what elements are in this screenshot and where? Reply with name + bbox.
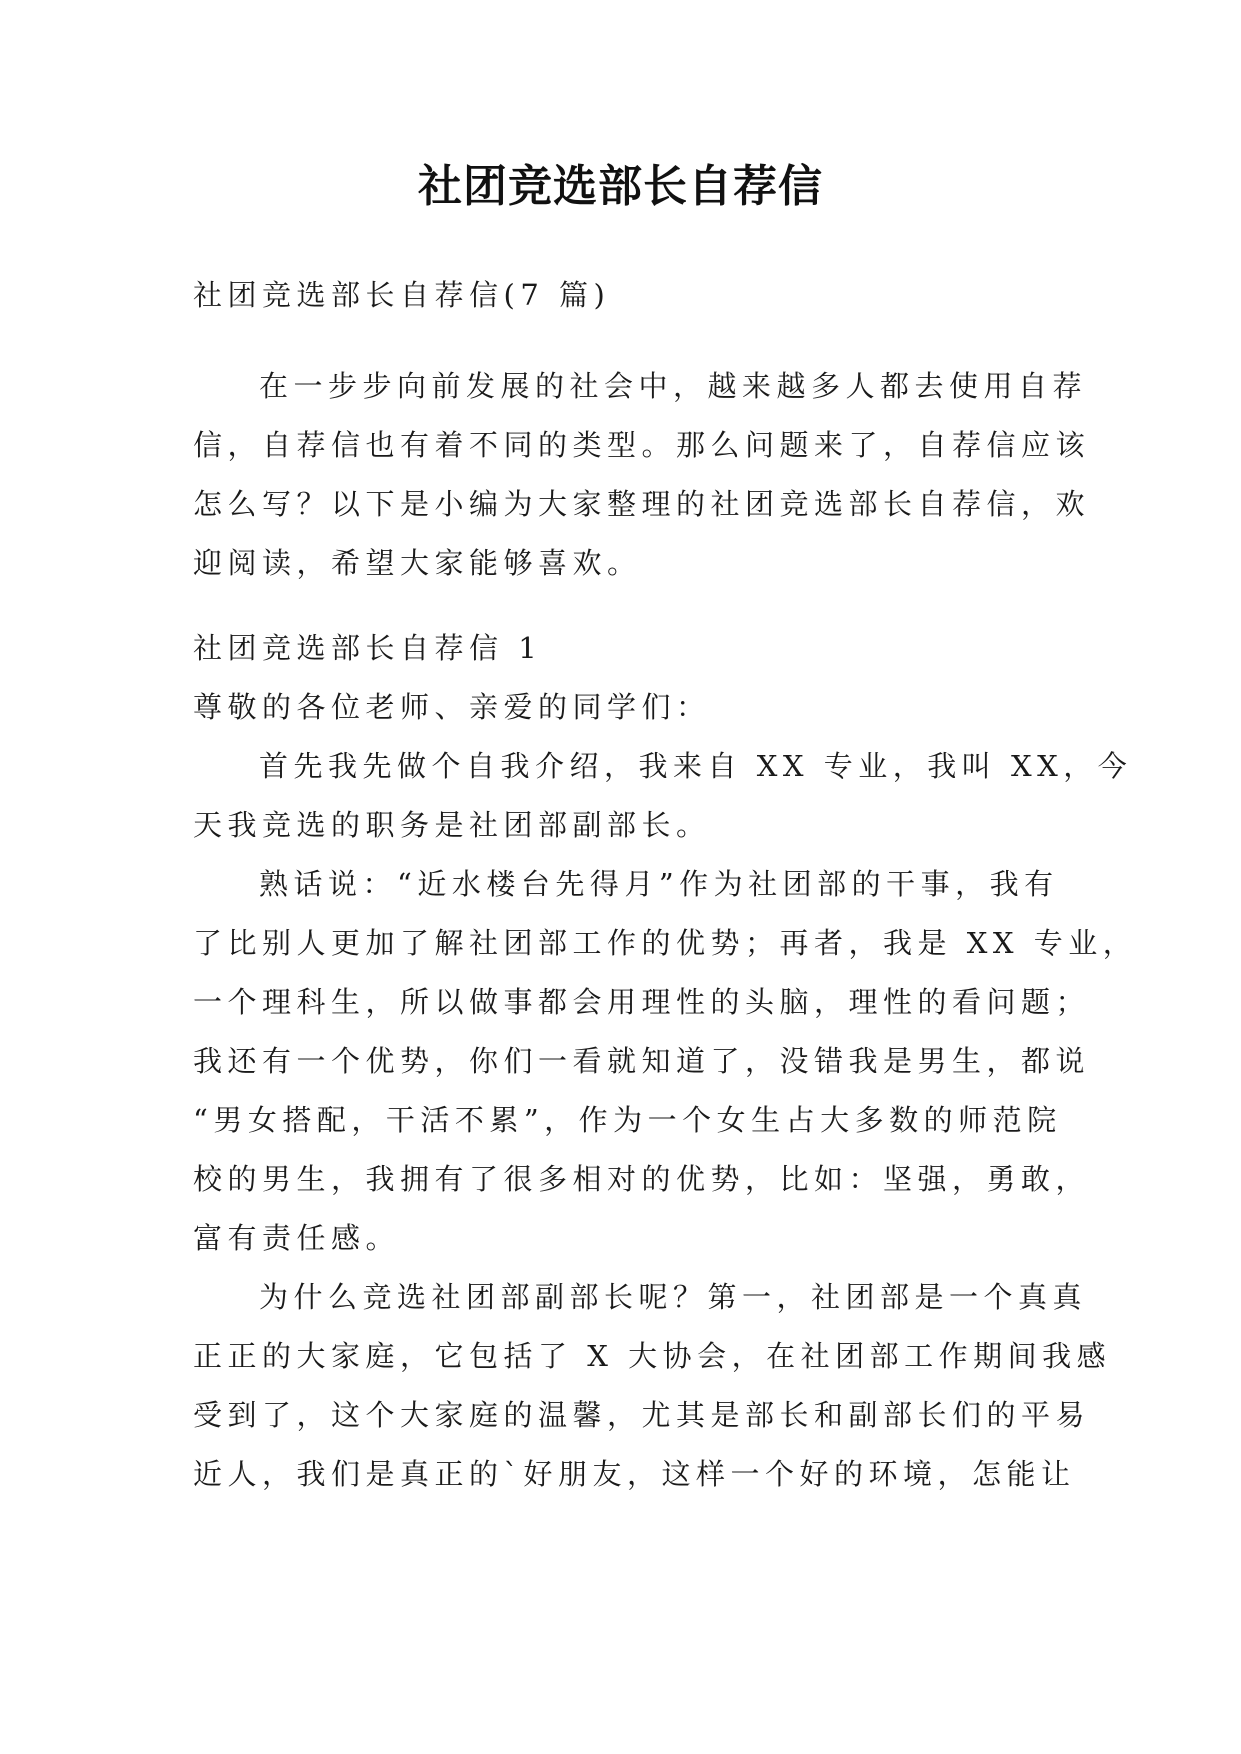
document-subtitle [193, 266, 1053, 325]
intro-paragraph [193, 357, 1091, 593]
paragraph-line: 了比别人更加了解社团部工作的优势；再者，我是 XX 专业， [193, 926, 1138, 960]
paragraph-line: 怎么写？以下是小编为大家整理的社团竞选部长自荐信，欢 [193, 487, 1091, 521]
paragraph-line: 信，自荐信也有着不同的类型。那么问题来了，自荐信应该 [193, 428, 1091, 462]
paragraph-line: 天我竞选的职务是社团部副部长。 [193, 808, 711, 842]
subtitle-line: 社团竞选部长自荐信(7 篇) [193, 278, 611, 312]
paragraph-line: 一个理科生，所以做事都会用理性的头脑，理性的看问题； [193, 985, 1091, 1019]
document-title: 社团竞选部长自荐信 [418, 161, 823, 212]
paragraph-line: 迎阅读，希望大家能够喜欢。 [193, 546, 642, 580]
paragraph-line: 首先我先做个自我介绍，我来自 XX 专业，我叫 XX，今 [259, 749, 1133, 783]
paragraph-line: 熟话说：“近水楼台先得月”作为社团部的干事，我有 [259, 867, 1059, 901]
paragraph-line: “男女搭配，干活不累”，作为一个女生占大多数的师范院 [193, 1103, 1062, 1137]
paragraph-line: 为什么竞选社团部副部长呢？第一，社团部是一个真真 [259, 1280, 1088, 1314]
section-heading: 社团竞选部长自荐信 1 [193, 631, 543, 665]
paragraph-line: 校的男生，我拥有了很多相对的优势，比如：坚强，勇敢， [193, 1162, 1091, 1196]
letter-section [193, 619, 1138, 1504]
greeting: 尊敬的各位老师、亲爱的同学们： [193, 690, 711, 724]
paragraph-line: 受到了，这个大家庭的温馨，尤其是部长和副部长们的平易 [193, 1398, 1091, 1432]
paragraph-line: 在一步步向前发展的社会中，越来越多人都去使用自荐 [259, 369, 1088, 403]
paragraph-line: 近人，我们是真正的`好朋友，这样一个好的环境，怎能让 [193, 1457, 1076, 1491]
paragraph-line: 富有责任感。 [193, 1221, 401, 1255]
paragraph-line: 正正的大家庭，它包括了 X 大协会，在社团部工作期间我感 [193, 1339, 1112, 1373]
paragraph-line: 我还有一个优势，你们一看就知道了，没错我是男生，都说 [193, 1044, 1091, 1078]
